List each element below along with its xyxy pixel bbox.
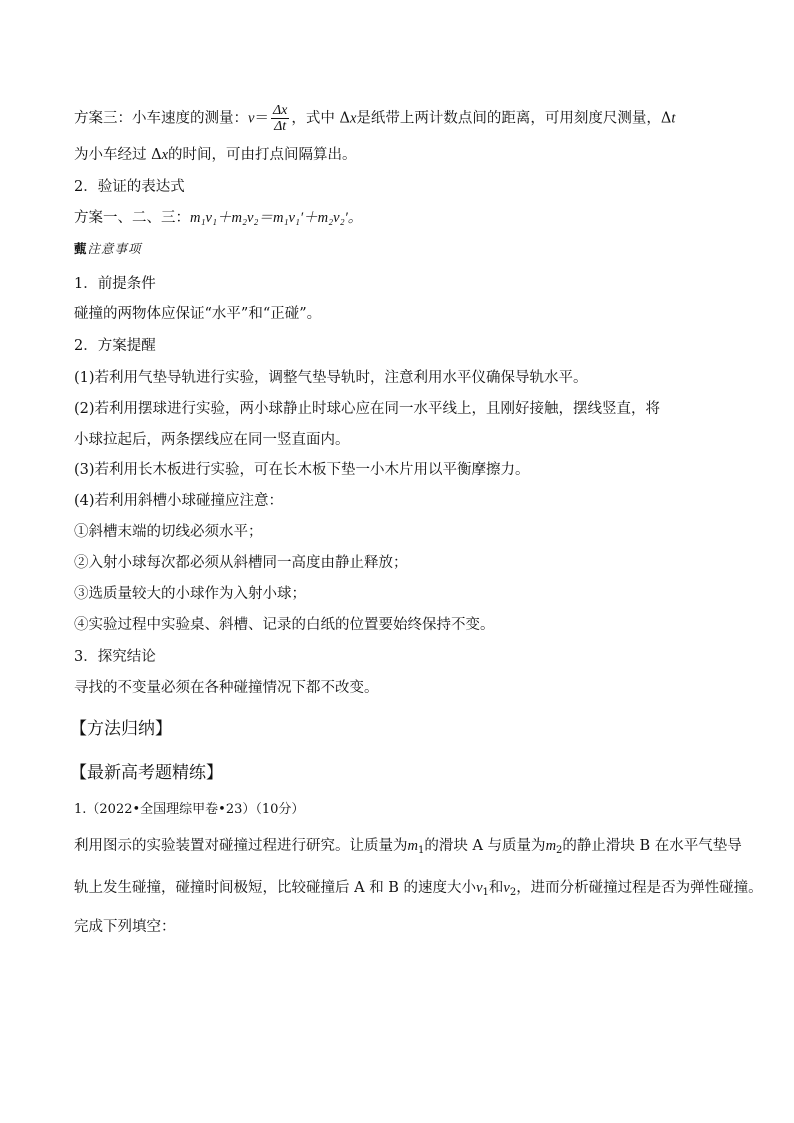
plan3-line2-rest: 的时间，可由打点间隔算出。 (168, 147, 357, 163)
notes-mark: 薽 (74, 241, 88, 256)
question-line2 (74, 878, 763, 903)
list-item: 小球拉起后，两条摆线应在同一竖直面内。 (74, 432, 350, 448)
expression-label: 方案一、二、三： (74, 210, 190, 226)
var-m2-sub: 2 (556, 845, 563, 856)
q1-line1-a: 利用图示的实验装置对碰撞过程进行研究。让质量为 (74, 838, 408, 854)
var-v2-sub: 2 (509, 887, 517, 898)
var-x: x (349, 110, 357, 127)
var-x-2: x (161, 147, 169, 163)
fraction-numerator: Δx (272, 103, 288, 118)
list-item: ①斜槽末端的切线必须水平； (74, 524, 263, 540)
velocity-fraction (271, 103, 289, 134)
var-m1: m (407, 838, 418, 854)
expression-line (74, 208, 362, 228)
q1-and: 和 (488, 880, 504, 896)
list-item: ③选质量较大的小球作为入射小球； (74, 586, 306, 602)
var-v: v (248, 110, 255, 127)
note1-text: 碰撞的两物体应保证“水平”和“正碰”。 (74, 306, 322, 322)
equals-sign: ＝ (254, 110, 269, 127)
list-item: ②入射小球每次都必须从斜槽同一高度由静止释放； (74, 555, 408, 571)
plan3-rest: 是纸带上两计数点间的距离，可用刻度尺测量，Δ (356, 110, 672, 127)
list-item: (4)若利用斜槽小球碰撞应注意： (74, 493, 284, 509)
note1-title: 1．前提条件 (74, 276, 156, 292)
plan3-line2-pre: 为小车经过 Δ (74, 147, 162, 163)
question-line3: 完成下列填空： (74, 919, 176, 935)
note2-title: 2．方案提醒 (74, 338, 156, 354)
notes-heading (74, 239, 142, 259)
q1-line1-b: 的滑块 A 与质量为 (424, 838, 546, 854)
var-t: t (671, 110, 676, 127)
question-line1 (74, 836, 742, 861)
method-heading: 【方法归纳】 (70, 719, 172, 739)
plan3-line1 (74, 103, 675, 134)
notes-title: 注意事项 (87, 241, 142, 256)
var-v1-sub: 1 (482, 887, 489, 898)
var-v2: v (503, 880, 510, 896)
list-item: (1)若利用气垫导轨进行实验，调整气垫导轨时，注意利用水平仪确保导轨水平。 (74, 370, 588, 386)
list-item: ④实验过程中实验桌、斜槽、记录的白纸的位置要始终保持不变。 (74, 617, 495, 633)
var-v1: v (476, 880, 483, 896)
list-item: (3)若利用长木板进行实验，可在长木板下垫一小木片用以平衡摩擦力。 (74, 462, 530, 478)
question-source: 1.（2022•全国理综甲卷•23）（10分） (74, 802, 305, 817)
fraction-denominator: Δt (274, 119, 287, 134)
plan3-prefix: 方案三：小车速度的测量： (74, 110, 248, 127)
q1-line2-b: ，进而分析碰撞过程是否为弹性碰撞。 (516, 880, 763, 896)
note3-title: 3．探究结论 (74, 649, 156, 665)
momentum-formula: m₁v₁＋m₂v₂＝m₁v₁′＋m₂v₂′。 (190, 210, 363, 226)
note3-text: 寻找的不变量必须在各种碰撞情况下都不改变。 (74, 680, 379, 696)
plan3-line2 (74, 145, 357, 165)
section2-title: 2．验证的表达式 (74, 179, 185, 195)
q1-line2-a: 轨上发生碰撞，碰撞时间极短，比较碰撞后 A 和 B 的速度大小 (74, 880, 477, 896)
plan3-mid: ，式中 Δ (291, 110, 350, 127)
q1-line1-c: 的静止滑块 B 在水平气垫导 (562, 838, 742, 854)
exam-heading: 【最新高考题精练】 (70, 763, 223, 783)
var-m1-sub: 1 (417, 845, 425, 856)
list-item: (2)若利用摆球进行实验，两小球静止时球心应在同一水平线上，且刚好接触，摆线竖直，将 (74, 401, 661, 417)
var-m2: m (545, 838, 557, 854)
